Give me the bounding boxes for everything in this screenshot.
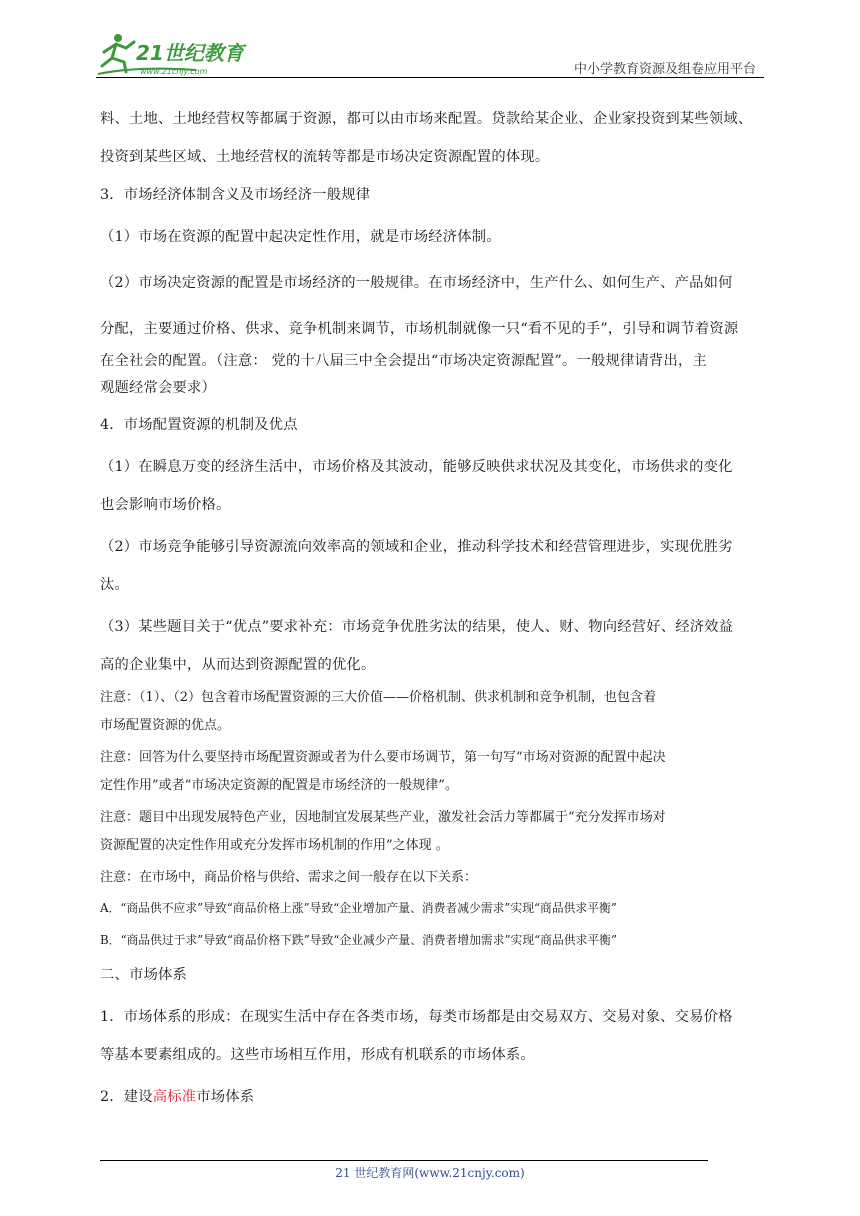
section-4-point-3: 高的企业集中，从而达到资源配置的优化。 [100,657,376,673]
site-logo[interactable] [96,30,266,80]
note-2: 定性作用”或者“市场决定资源的配置是市场经济的一般规律”。 [100,778,458,793]
section-2-point-1: 等基本要素组成的。这些市场相互作用，形成有机联系的市场体系。 [100,1047,535,1063]
section-4-point-2: 汰。 [100,577,129,593]
section-3-point-2: 分配，主要通过价格、供求、竞争机制来调节，市场机制就像一只“看不见的手”，引导和调节着资源 [100,321,739,337]
highlight-red-text: 高标准 [152,1089,197,1105]
section-4-point-1: （1）在瞬息万变的经济生活中，市场价格及其波动，能够反映供求状况及其变化，市场供求的变化 [100,459,733,475]
section-3-heading: 3．市场经济体制含义及市场经济一般规律 [100,187,371,203]
page-header [96,30,764,82]
page-footer[interactable]: 21 世纪教育网(www.21cnjy.com) [335,1166,525,1180]
note-3: 资源配置的决定性作用或充分发挥市场机制的作用”之体现 。 [100,838,449,853]
section-3-point-2: （2）市场决定资源的配置是市场经济的一般规律。在市场经济中，生产什么、如何生产、产品如何 [100,275,733,291]
section-2-point-2 [100,1078,764,1116]
section-4-point-3: （3）某些题目关于“优点”要求补充：市场竞争优胜劣汰的结果，使人、财、物向经营好、经济效益 [100,619,734,635]
paragraph-line: 料、土地、土地经营权等都属于资源，都可以由市场来配置。贷款给某企业、企业家投资到某些领域、 [100,111,753,127]
note-2: 注意：回答为什么要坚持市场配置资源或者为什么要市场调节，第一句写“市场对资源的配置中起决 [100,750,666,765]
section-3-point-2: 在全社会的配置。（注意： 党的十八届三中全会提出“市场决定资源配置”。一般规律请背出，主 [100,353,707,369]
section-4-heading: 4．市场配置资源的机制及优点 [100,417,298,433]
note-4: 注意：在市场中，商品价格与供给、需求之间一般存在以下关系： [100,870,478,885]
header-divider [96,77,764,78]
runner-logo-icon [96,30,266,80]
note-1: 市场配置资源的优点。 [100,718,231,733]
note-3: 注意：题目中出现发展特色产业，因地制宜发展某些产业，激发社会活力等都属于“充分发挥市场对 [100,810,666,825]
point-2-suffix: 市场体系 [196,1089,255,1105]
logo-url-text: www.21cnjy.com [140,67,208,76]
list-item-a: A．“商品供不应求”导致“商品价格上涨”导致“企业增加产量、消费者减少需求”实现“商品供求平衡” [100,901,617,915]
list-item-b: B．“商品供过于求”导致“商品价格下跌”导致“企业减少产量、消费者增加需求”实现“商品供求平衡” [100,933,617,947]
section-2-heading: 二、市场体系 [100,967,187,983]
section-3-point-2: 观题经常会要求） [100,380,216,396]
platform-name: 中小学教育资源及组卷应用平台 [573,62,756,77]
note-1: 注意：（1）、（2）包含着市场配置资源的三大价值——价格机制、供求机制和竞争机制，也包含着 [100,690,657,705]
section-4-point-2: （2）市场竞争能够引导资源流向效率高的领域和企业，推动科学技术和经营管理进步，实现优胜劣 [100,539,733,555]
logo-main-text: 21世纪教育 [136,41,244,65]
footer-divider [100,1160,708,1161]
section-4-point-1: 也会影响市场价格。 [100,497,231,513]
paragraph-line: 投资到某些区域、土地经营权的流转等都是市场决定资源配置的体现。 [100,149,550,165]
section-3-point-1: （1）市场在资源的配置中起决定性作用，就是市场经济体制。 [100,229,501,245]
point-2-prefix: 2．建设 [100,1089,153,1105]
section-2-point-1: 1．市场体系的形成：在现实生活中存在各类市场，每类市场都是由交易双方、交易对象、交易价格 [100,1009,733,1025]
document-body [100,100,764,1116]
